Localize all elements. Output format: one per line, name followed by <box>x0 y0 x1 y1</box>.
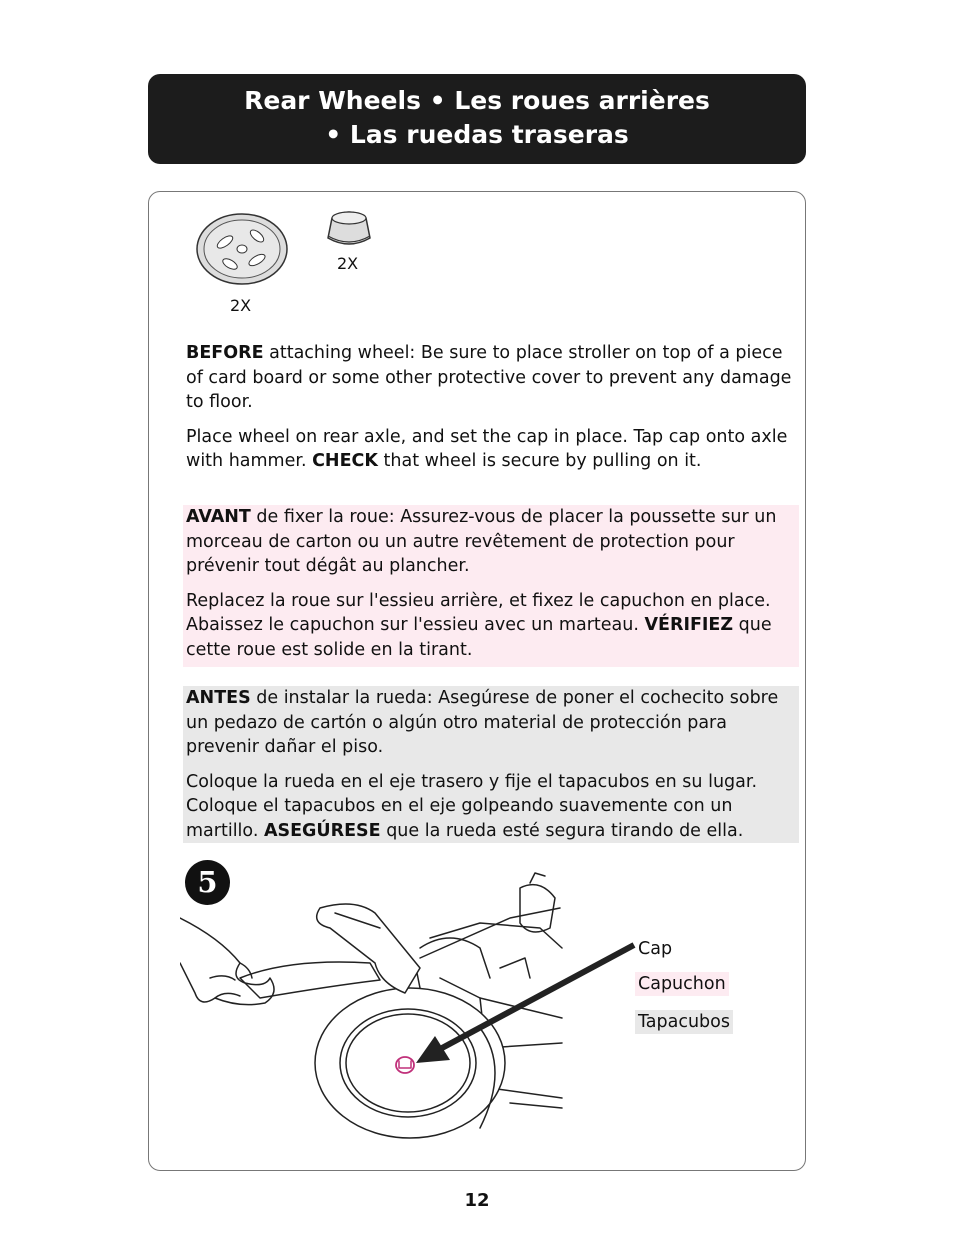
spanish-paragraph-2 <box>186 770 799 844</box>
cap-quantity: 2X <box>337 254 359 273</box>
french-p2-end: que cette roue est solide en la tirant. <box>186 615 772 660</box>
spanish-instructions <box>183 686 799 843</box>
cap-label-french: Capuchon <box>635 972 729 996</box>
cap-part-icon <box>324 206 374 248</box>
spanish-antes-label: ANTES <box>186 688 251 708</box>
french-paragraph-1 <box>186 505 799 579</box>
wheel-assembly-illustration <box>180 868 640 1158</box>
spanish-paragraph-1 <box>186 686 799 760</box>
wheel-part-icon <box>195 212 291 286</box>
section-title-line2: • Las ruedas traseras <box>325 120 629 149</box>
french-p1-text: de fixer la roue: Assurez-vous de placer la poussette sur un morceau de carton ou un autre revêtement de protection pour prévenir tout dégât au plancher. <box>186 507 777 576</box>
section-title-bar <box>148 74 806 164</box>
spanish-asegurese-label: ASEGÚRESE <box>263 820 381 841</box>
spanish-p2-text: Coloque la rueda en el eje trasero y fije el tapacubos en su lugar. Coloque el tapacubos en el eje golpeando suavemente con un martillo. <box>186 771 758 841</box>
english-p2-end: that wheel is secure by pulling on it. <box>377 451 702 471</box>
section-title-line1: Rear Wheels • Les roues arrières <box>244 86 710 115</box>
english-instructions <box>186 341 796 484</box>
step-number-badge: 5 <box>185 860 230 905</box>
wheel-quantity: 2X <box>230 296 252 315</box>
spanish-p2-end: que la rueda esté segura tirando de ella. <box>380 820 744 841</box>
english-paragraph-2 <box>186 425 796 474</box>
french-instructions <box>183 505 799 667</box>
page-number: 12 <box>464 1190 490 1211</box>
english-p1-text: attaching wheel: Be sure to place stroller on top of a piece of card board or some other protective cover to prevent any damage to floor. <box>186 343 792 412</box>
french-verifiez-label: VÉRIFIEZ <box>644 615 734 635</box>
french-avant-label: AVANT <box>186 507 251 527</box>
english-before-label: BEFORE <box>186 343 264 363</box>
cap-label-spanish: Tapacubos <box>635 1010 733 1034</box>
spanish-p1-text: de instalar la rueda: Asegúrese de poner el cochecito sobre un pedazo de cartón o algún otro material de protección para prevenir dañar el piso. <box>186 688 779 757</box>
english-paragraph-1 <box>186 341 796 415</box>
french-paragraph-2 <box>186 589 799 663</box>
french-p2-text: Replacez la roue sur l'essieu arrière, et fixez le capuchon en place. Abaissez le capuchon sur l'essieu avec un marteau. <box>186 590 771 635</box>
english-p2-text: Place wheel on rear axle, and set the cap in place. Tap cap onto axle with hammer. <box>186 426 788 471</box>
english-check-label: CHECK <box>312 451 378 471</box>
cap-label-english: Cap <box>638 939 673 959</box>
